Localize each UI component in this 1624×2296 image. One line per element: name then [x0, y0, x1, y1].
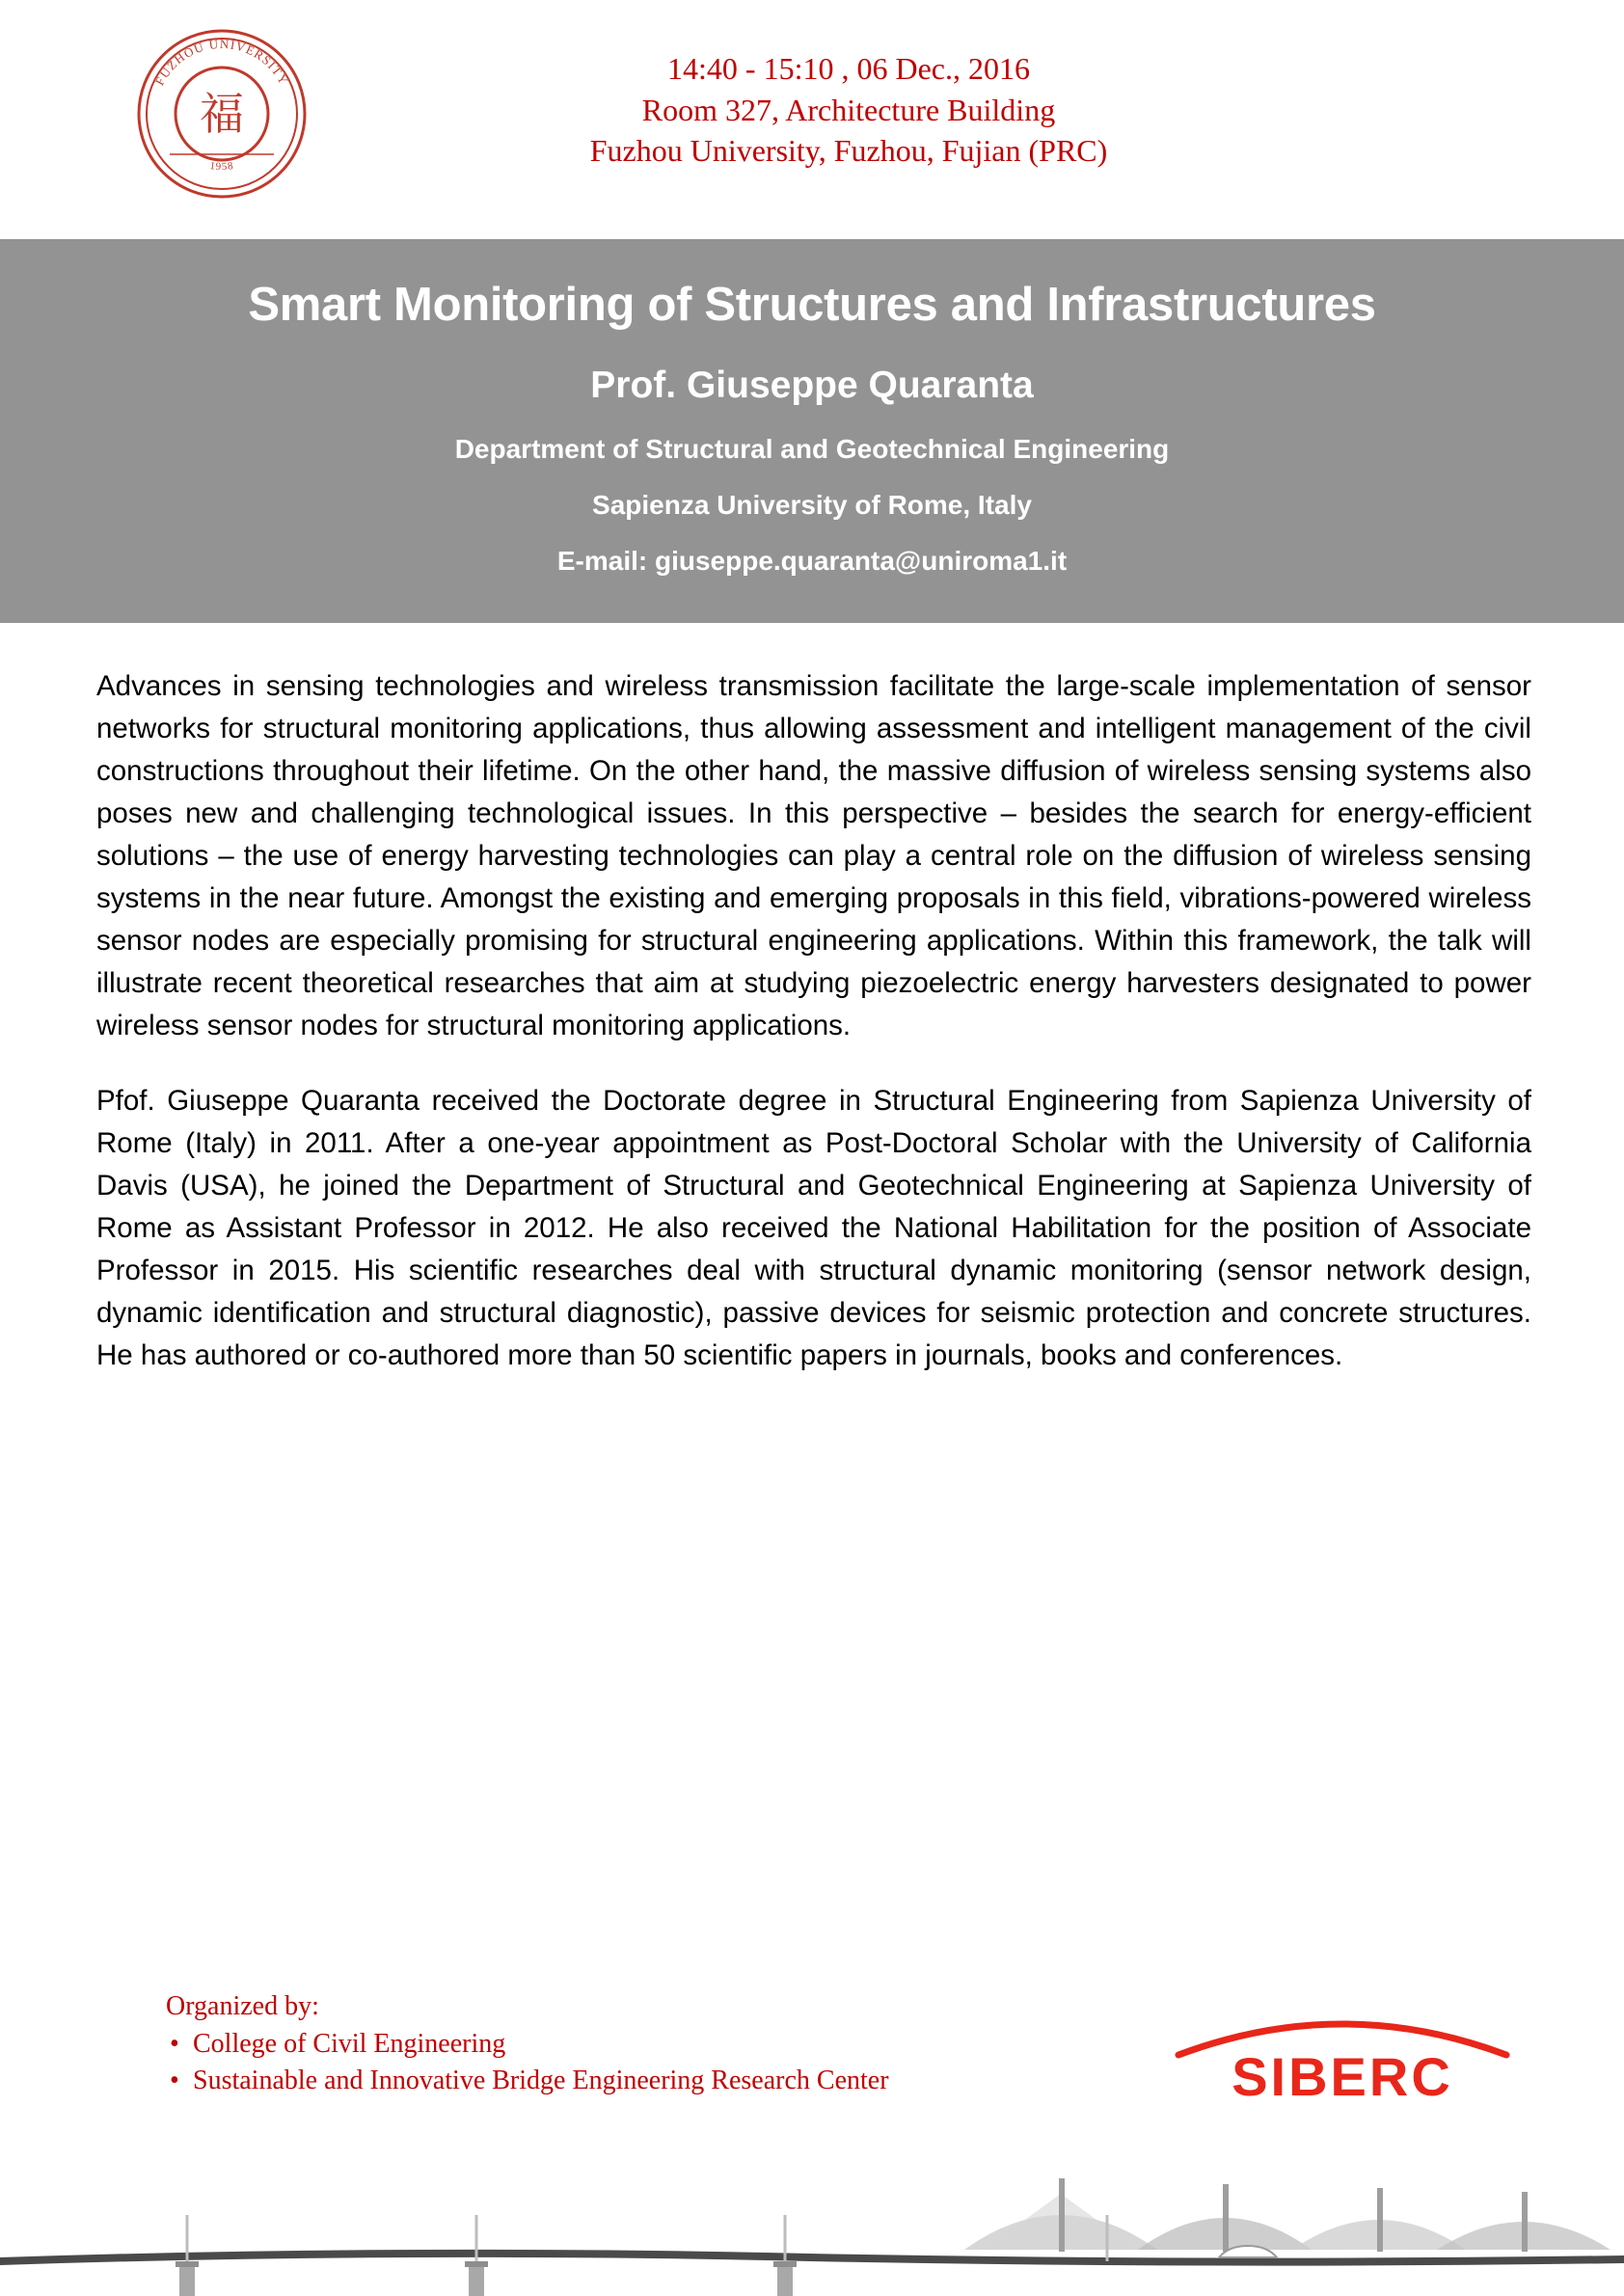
siberc-logo-text: SIBERC — [1232, 2046, 1453, 2101]
talk-title: Smart Monitoring of Structures and Infrastructures — [248, 279, 1376, 331]
event-room: Room 327, Architecture Building — [641, 92, 1056, 127]
event-location: Fuzhou University, Fuzhou, Fujian (PRC) — [589, 133, 1108, 169]
speaker-name: Prof. Giuseppe Quaranta — [590, 365, 1034, 407]
svg-text:1958: 1958 — [208, 159, 235, 174]
event-details — [318, 48, 1379, 172]
organizer-list — [166, 2027, 889, 2099]
speaker-university: Sapienza University of Rome, Italy — [592, 490, 1032, 521]
poster-header — [0, 0, 1624, 239]
organized-by-label: Organized by: — [166, 1991, 319, 2021]
svg-text:福: 福 — [200, 90, 244, 139]
organizers-block — [166, 1989, 889, 2100]
title-band — [0, 239, 1624, 623]
list-item: • Sustainable and Innovative Bridge Engineering Research Center — [166, 2064, 889, 2099]
speaker-email: E-mail: giuseppe.quaranta@uniroma1.it — [556, 546, 1068, 577]
siberc-logo — [1169, 2005, 1516, 2101]
fuzhou-university-seal-icon — [135, 27, 309, 201]
poster-body — [0, 623, 1624, 1376]
poster-footer — [0, 1978, 1624, 2296]
bridge-skyline-graphic — [0, 2161, 1624, 2296]
svg-text:FUZHOU UNIVERSITY: FUZHOU UNIVERSITY — [151, 36, 292, 88]
speaker-department: Department of Structural and Geotechnical Engineering — [454, 434, 1170, 465]
biography-paragraph: Pfof. Giuseppe Quaranta received the Doctorate degree in Structural Engineering from Sapienza University of Rome (Italy) in 2011. After a one-year appointment as Post-Doctoral Scholar with the University of California Davis (USA), he joined the Department of Structural and Geotechnical Engineering at Sapienza University of Rome as Assistant Professor in 2012. He also received the National Habilitation for the position of Associate Professor in 2015. His scientific researches deal with structural dynamic monitoring (sensor network design, dynamic identification and structural diagnostic), passive devices for seismic protection and concrete structures. He has authored or co-authored more than 50 scientific papers in journals, books and conferences. — [96, 1084, 1531, 1371]
list-item: • College of Civil Engineering — [166, 2027, 889, 2063]
event-time-date: 14:40 - 15:10 , 06 Dec., 2016 — [667, 51, 1030, 86]
abstract-paragraph: Advances in sensing technologies and wireless transmission facilitate the large-scale implementation of sensor networks for structural monitoring applications, thus allowing assessment and intelligent management of the civil constructions throughout their lifetime. On the other hand, the massive diffusion of wireless sensing systems also poses new and challenging technological issues. In this perspective – besides the search for energy-efficient solutions – the use of energy harvesting technologies can play a central role on the diffusion of wireless sensing systems in the near future. Amongst the existing and emerging proposals in this field, vibrations-powered wireless sensor nodes are especially promising for structural engineering applications. Within this framework, the talk will illustrate recent theoretical researches that aim at studying piezoelectric energy harvesters designated to power wireless sensor nodes for structural monitoring applications. — [96, 670, 1531, 1041]
